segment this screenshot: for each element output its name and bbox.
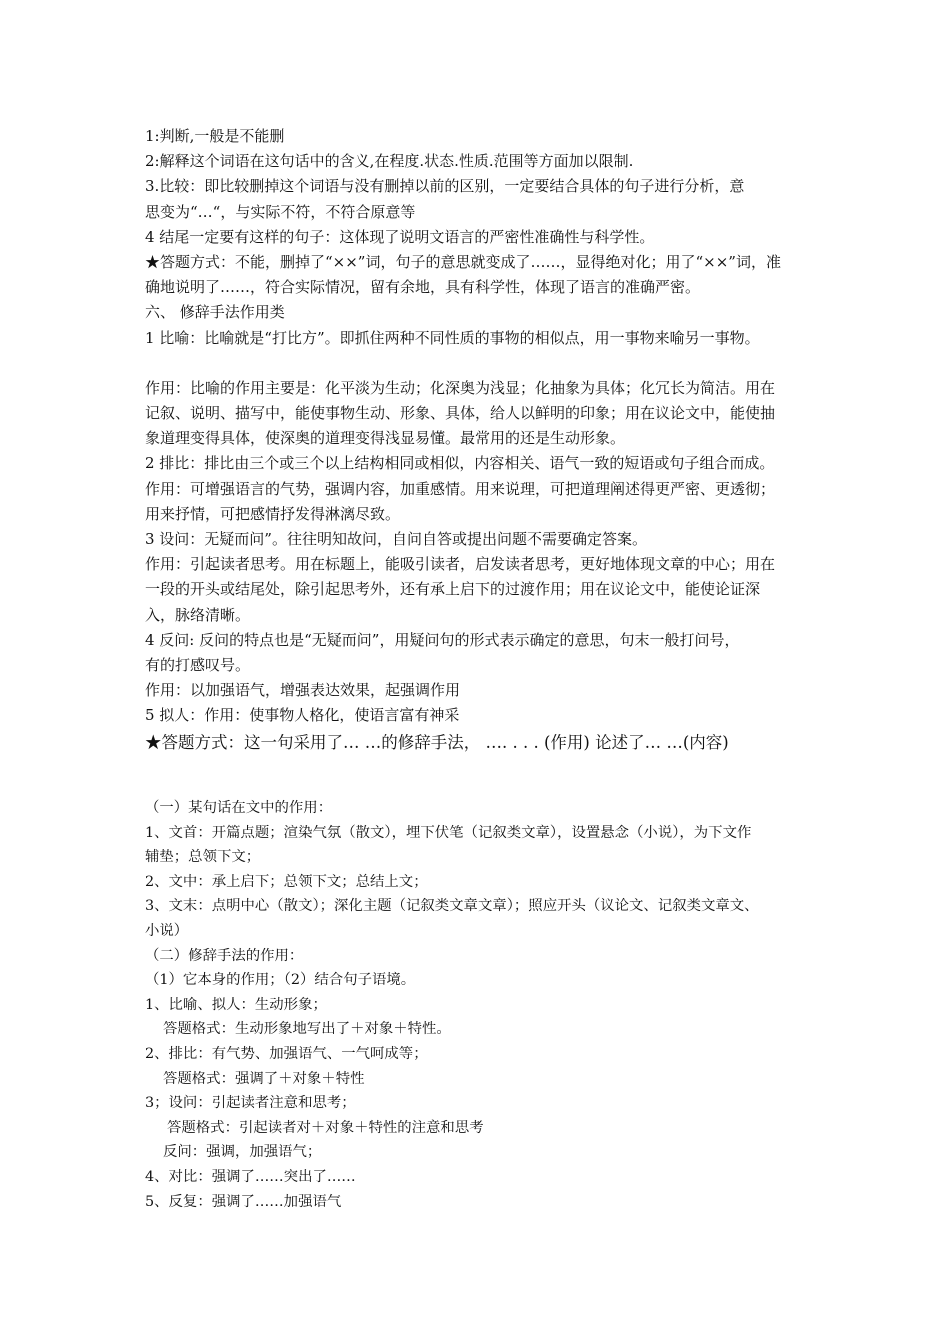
text-line: 5 拟人：作用：使事物人格化，使语言富有神采 xyxy=(145,706,460,725)
answer-format-item: 答题格式：强调了＋对象＋特性 xyxy=(163,1070,365,1087)
text-line: 反问：强调，加强语气； xyxy=(163,1144,322,1161)
answer-format-item: 答题格式：生动形象地写出了＋对象＋特性。 xyxy=(163,1021,451,1038)
top-section xyxy=(145,124,825,757)
text-line: 2 排比：排比由三个或三个以上结构相同或相似，内容相关、语气一致的短语或句子组合而成。 xyxy=(145,454,775,473)
text-line: 确地说明了……，符合实际情况，留有余地，具有科学性，体现了语言的准确严密。 xyxy=(145,278,701,297)
text-line: 入，脉络清晰。 xyxy=(145,605,251,624)
text-line: 3.比较：即比较删掉这个词语与没有删掉以前的区别，一定要结合具体的句子进行分析，意 xyxy=(145,177,745,196)
section-heading: （一）某句话在文中的作用： xyxy=(145,800,333,816)
text-line: 2、排比：有气势、加强语气、一气呵成等； xyxy=(145,1045,428,1062)
text-line: 小说） xyxy=(145,922,189,939)
text-line: 用来抒情，可把感情抒发得淋漓尽致。 xyxy=(145,504,401,523)
text-line: 2、文中：承上启下；总领下文；总结上文； xyxy=(145,873,428,890)
blank-line xyxy=(145,351,825,376)
text-line: 3；设问：引起读者注意和思考； xyxy=(145,1095,356,1112)
bottom-section xyxy=(145,796,825,1214)
text-line: 作用：引起读者思考。用在标题上，能吸引读者，启发读者思考，更好地体现文章的中心；用在 xyxy=(145,555,776,574)
text-line: 5、反复：强调了……加强语气 xyxy=(145,1193,342,1210)
section-heading: 六、 修辞手法作用类 xyxy=(145,303,285,322)
text-line: 2:解释这个词语在这句话中的含义,在程度.状态.性质.范围等方面加以限制. xyxy=(145,152,634,171)
text-line: 3、文末：点明中心（散文）；深化主题（记叙类文章文章）；照应开头（议论文、记叙类文章文、 xyxy=(145,898,759,915)
answer-format-item: 答题格式：引起读者对＋对象＋特性的注意和思考 xyxy=(167,1119,484,1136)
text-line: 4、对比：强调了……突出了…… xyxy=(145,1168,356,1185)
text-line: 1 比喻：比喻就是“打比方”。即抓住两种不同性质的事物的相似点，用一事物来喻另一事物。 xyxy=(145,328,760,347)
text-line: 1:判断,一般是不能删 xyxy=(145,127,285,145)
text-line: 作用：以加强语气，增强表达效果，起强调作用 xyxy=(145,681,461,700)
text-line: 4 反问: 反问的特点也是“无疑而问”，用疑问句的形式表示确定的意思，句末一般打问号， xyxy=(145,630,740,649)
text-line: 3 设问：无疑而问”。往往明知故问，自问自答或提出问题不需要确定答案。 xyxy=(145,530,647,549)
text-line: 1、文首：开篇点题；渲染气氛（散文），埋下伏笔（记叙类文章），设置悬念（小说），为下文作 xyxy=(145,824,752,841)
text-line: 作用：比喻的作用主要是：化平淡为生动；化深奥为浅显；化抽象为具体；化冗长为简洁。用在 xyxy=(145,378,776,397)
text-line: 有的打感叹号。 xyxy=(145,656,251,675)
text-line: 作用：可增强语言的气势，强调内容，加重感情。用来说理，可把道理阐述得更严密、更透彻； xyxy=(145,479,776,498)
text-line: 记叙、说明、描写中，能使事物生动、形象、具体，给人以鲜明的印象；用在议论文中，能使抽 xyxy=(145,404,776,423)
text-line: （1）它本身的作用；（2）结合句子语境。 xyxy=(145,972,416,989)
text-line: 一段的开头或结尾处，除引起思考外，还有承上启下的过渡作用；用在议论文中，能使论证深 xyxy=(145,580,761,599)
text-line: 1、比喻、拟人：生动形象； xyxy=(145,996,327,1013)
text-line: 4 结尾一定要有这样的句子：这体现了说明文语言的严密性准确性与科学性。 xyxy=(145,227,655,246)
answer-format-line: ★答题方式：这一句采用了… …的修辞手法， …. . . . (作用) 论述了… …(内容) xyxy=(145,732,729,752)
text-line: ★答题方式：不能，删掉了“××”词，句子的意思就变成了……，显得绝对化；用了“××”词，准 xyxy=(145,253,781,272)
text-line: 思变为“…“，与实际不符，不符合原意等 xyxy=(145,202,416,221)
section-heading: （二）修辞手法的作用： xyxy=(145,947,304,964)
text-line: 辅垫；总领下文； xyxy=(145,849,261,866)
text-line: 象道理变得具体，使深奥的道理变得浅显易懂。最常用的还是生动形象。 xyxy=(145,429,626,448)
